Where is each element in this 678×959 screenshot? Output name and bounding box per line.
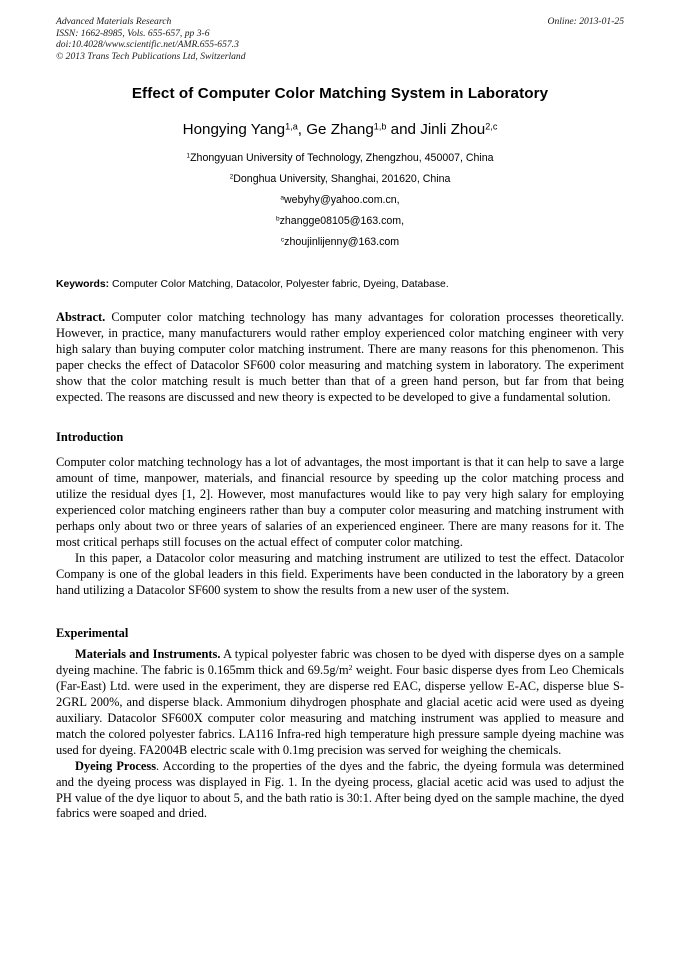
affiliation-block (56, 148, 624, 253)
abstract-label: Abstract. (56, 310, 106, 324)
author-name-3: Jinli Zhou (420, 121, 486, 138)
publication-header (56, 16, 624, 68)
email-marker-b: b (275, 215, 280, 223)
email-text-1: webyhy@yahoo.com.cn, (284, 194, 400, 206)
email-text-3: zhoujinlijenny@163.com (284, 236, 400, 248)
affiliation-marker-1: 1 (186, 152, 191, 160)
keywords-line (56, 278, 624, 292)
keywords-label: Keywords: (56, 279, 110, 290)
dyeing-process-paragraph (56, 759, 624, 823)
affiliation-marker-2: 2 (229, 173, 234, 181)
issn-volume-pages: ISSN: 1662-8985, Vols. 655-657, pp 3-6 (56, 27, 210, 39)
email-text-2: zhangge08105@163.com, (279, 215, 405, 227)
author-name-2: Ge Zhang (306, 121, 374, 138)
online-publication-date: Online: 2013-01-25 (547, 16, 624, 27)
section-heading-experimental: Experimental (56, 625, 129, 640)
abstract-paragraph (56, 310, 624, 405)
dyeing-text: . According to the properties of the dyes and the fabric, the dyeing formula was determined and the dyeing process was displayed in Fig. 1. In the dyeing process, glacial acetic acid was used to adjust the PH value of the dye liquor to about 5, and the bath ratio is 30:1. After being dyed on the sample machine, the dyed fabrics were soaped and dried. (56, 758, 624, 821)
abstract-text: Computer color matching technology has many advantages for coloration processes theoretically. However, in practice, many manufacturers would rather employ experienced color matching engineer with very high salary than buying computer color matching instrument. There are many reasons for this phenomenon. This paper checks the effect of Datacolor SF600 color measuring and matching system in laboratory. The experiment show that the color matching result is much better than that of a green hand person, but far from that being expected. The reasons are discussed and new theory is expected to be developed to give a fundamental solution. (56, 310, 624, 404)
author-affiliation-marker-3: 2,c (485, 121, 498, 132)
author-name-1: Hongying Yang (182, 121, 286, 138)
introduction-paragraph-1: Computer color matching technology has a lot of advantages, the most important is that it can help to save a large amount of time, manpower, materials, and financial resource by speeding up the color matching process and utilize the residual dyes [1, 2]. However, most manufactures would like to pay very high salary for employing experienced color matching engineers rather than buy a computer color measuring and matching instrument with perhaps only about two or three years of salaries of an experienced engineer. There are many reasons for it. The most critical perhaps still focuses on the actual effect of computer color matching. (56, 455, 624, 549)
section-heading-introduction: Introduction (56, 430, 124, 445)
affiliation-text-2: Donghua University, Shanghai, 201620, China (233, 173, 451, 185)
affiliation-1 (56, 148, 624, 169)
materials-and-instruments-paragraph (56, 647, 624, 758)
author-separator-1: , (297, 121, 307, 138)
keywords-text: Computer Color Matching, Datacolor, Polyester fabric, Dyeing, Database. (109, 279, 449, 290)
journal-name: Advanced Materials Research (56, 16, 172, 27)
introduction-paragraph-2: In this paper, a Datacolor color measuring and matching instrument are utilized to test the effect. Datacolor Company is one of the global leaders in this field. Experiments have been conducted in the laboratory by a green hand utilizing a Datacolor SF600 system to show the results from a new user of the system. (56, 550, 624, 597)
author-email-3[interactable] (56, 232, 624, 253)
author-separator-2: and (386, 121, 421, 138)
materials-text-part-1: A typical polyester fabric was chosen to be dyed with disperse dyes on a sample dyeing machine. The fabric is 0.165mm thick and 69.5g/m (56, 647, 625, 678)
affiliation-text-1: Zhongyuan University of Technology, Zhengzhou, 450007, China (190, 152, 494, 164)
author-email-1[interactable] (56, 190, 624, 211)
author-list (56, 120, 624, 139)
author-affiliation-marker-1: 1,a (285, 121, 298, 132)
email-marker-a: a (280, 194, 285, 202)
materials-run-in-label: Materials and Instruments. (75, 647, 221, 662)
affiliation-2 (56, 169, 624, 190)
copyright-line: © 2013 Trans Tech Publications Ltd, Switzerland (56, 50, 246, 62)
author-affiliation-marker-2: 1,b (373, 121, 387, 132)
doi-line: doi:10.4028/www.scientific.net/AMR.655-657.3 (56, 39, 239, 51)
publication-header-lines (56, 16, 476, 62)
dyeing-run-in-label: Dyeing Process (75, 758, 157, 773)
email-marker-c: c (280, 236, 285, 244)
square-meter-exponent: 2 (348, 663, 353, 673)
author-email-2[interactable] (56, 211, 624, 232)
page-title: Effect of Computer Color Matching System in Laboratory (131, 85, 549, 102)
materials-text-part-2: weight. Four basic disperse dyes from Leo Chemicals (Far-East) Ltd. were used in the experiment, they are disperse red EAC, disperse yellow E-AC, disperse blue S-2GRL 200%, and disperse black. Ammonium dihydrogen phosphate and glacial acetic acid were used as dyeing auxiliary. Datacolor SF600X computer color measuring and matching instrument was applied to measure and match the colored polyester fabrics. LA116 Infra-red high temperature high pressure sample dyeing machine was used for dyeing. FA2004B electric scale with 0.1mg precision was served for weighing the chemicals. (56, 663, 625, 757)
